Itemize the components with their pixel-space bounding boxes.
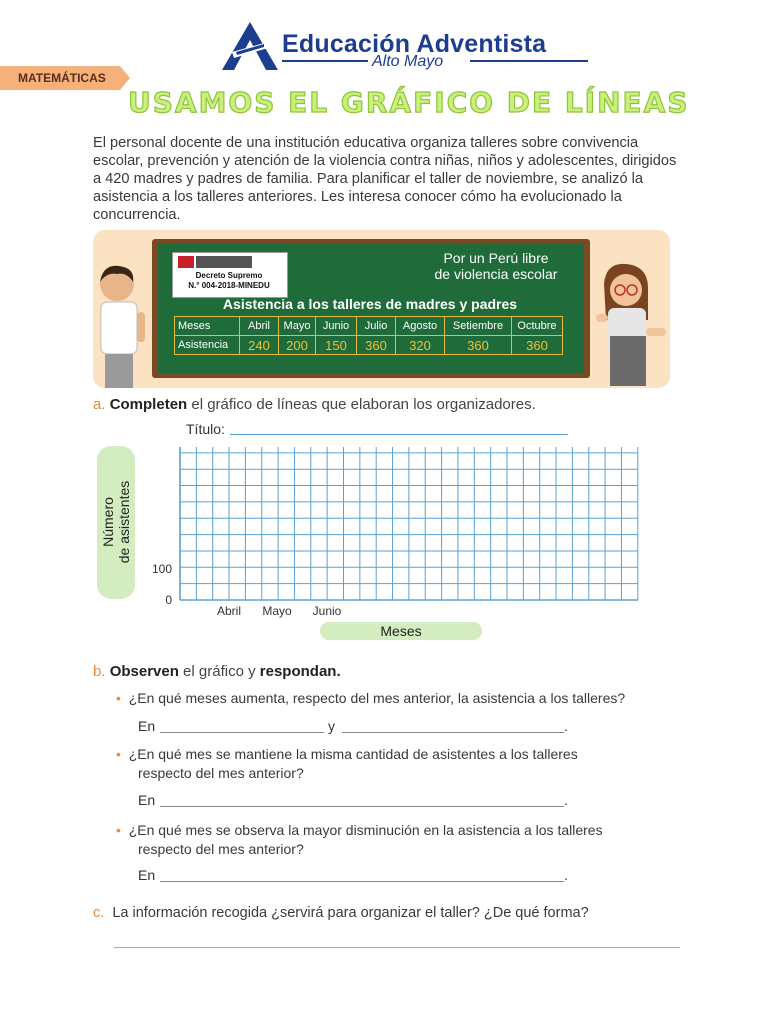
table-cell: Julio bbox=[357, 317, 396, 336]
table-row bbox=[175, 317, 563, 336]
question-2-continued: respecto del mes anterior? bbox=[138, 765, 304, 781]
girl-illustration bbox=[596, 262, 670, 388]
question-2: • ¿En qué mes se mantiene la misma cantidad de asistentes a los talleres bbox=[116, 746, 578, 762]
subject-label: MATEMÁTICAS bbox=[18, 71, 106, 85]
intro-paragraph: El personal docente de una institución educativa organiza talleres sobre convivencia escolar, prevención y atención de la violencia contra niñas, niños y adolescentes, dirigidos a 420 madres y padres de familia. Para planificar el taller de noviembre, se analizó la asistencia a los talleres anteriores. Les interesa conocer cómo ha evolucionado la concurrencia. bbox=[93, 135, 677, 223]
chart-title-input-line[interactable] bbox=[230, 434, 568, 435]
table-header-cell: Asistencia bbox=[175, 336, 240, 355]
answer-prefix: En bbox=[138, 792, 156, 808]
table-cell: 360 bbox=[357, 336, 396, 355]
attendance-table bbox=[174, 316, 563, 355]
y-tick-label: 100 bbox=[151, 562, 172, 576]
decree-text: Decreto Supremo N.° 004-2018-MINEDU bbox=[188, 271, 270, 290]
chart-title-label: Título: bbox=[186, 421, 225, 437]
answer-period: . bbox=[564, 792, 568, 808]
answer-prefix: En bbox=[138, 718, 156, 734]
table-cell: Octubre bbox=[512, 317, 563, 336]
table-cell: 320 bbox=[396, 336, 445, 355]
page-title: USAMOS EL GRÁFICO DE LÍNEAS bbox=[128, 86, 690, 119]
answer-line[interactable] bbox=[114, 947, 680, 948]
answer-line[interactable] bbox=[342, 732, 564, 733]
y-tick-label: 0 bbox=[165, 593, 172, 607]
x-tick-label: Mayo bbox=[262, 604, 292, 618]
table-cell: Setiembre bbox=[445, 317, 512, 336]
answer-line[interactable] bbox=[160, 881, 564, 882]
table-cell: 200 bbox=[279, 336, 316, 355]
y-axis-label: Número de asistentes bbox=[100, 480, 132, 564]
table-cell: Agosto bbox=[396, 317, 445, 336]
table-header-cell: Meses bbox=[175, 317, 240, 336]
answer-conjunction: y bbox=[328, 718, 335, 734]
table-cell: Mayo bbox=[279, 317, 316, 336]
answer-period: . bbox=[564, 867, 568, 883]
answer-line[interactable] bbox=[160, 806, 564, 807]
brand-underline-left bbox=[282, 60, 368, 62]
board-slogan: Por un Perú libre de violencia escolar bbox=[434, 250, 558, 282]
section-c-question: c. La información recogida ¿servirá para organizar el taller? ¿De qué forma? bbox=[93, 905, 589, 921]
section-a-instruction: a. Completen el gráfico de líneas que elaboran los organizadores. bbox=[93, 396, 536, 413]
x-tick-label: Abril bbox=[216, 604, 242, 618]
x-tick-label: Junio bbox=[312, 604, 342, 618]
section-b-instruction: b. Observen el gráfico y respondan. bbox=[93, 663, 341, 680]
boy-illustration bbox=[93, 262, 155, 388]
ministry-logo-icon bbox=[178, 256, 252, 268]
table-cell: 150 bbox=[316, 336, 357, 355]
x-axis-label: Meses bbox=[380, 623, 422, 639]
question-3-continued: respecto del mes anterior? bbox=[138, 841, 304, 857]
table-cell: Junio bbox=[316, 317, 357, 336]
logo-a-icon bbox=[222, 22, 278, 70]
subject-tab bbox=[0, 66, 130, 90]
brand-name: Educación Adventista bbox=[282, 30, 547, 58]
table-cell: 360 bbox=[512, 336, 563, 355]
blank-line-graph-grid[interactable] bbox=[150, 440, 650, 630]
attendance-table-title: Asistencia a los talleres de madres y padres bbox=[222, 296, 518, 312]
table-row bbox=[175, 336, 563, 355]
answer-line[interactable] bbox=[160, 732, 324, 733]
brand-underline-right bbox=[470, 60, 588, 62]
question-1: • ¿En qué meses aumenta, respecto del mes anterior, la asistencia a los talleres? bbox=[116, 690, 626, 706]
question-3: • ¿En qué mes se observa la mayor disminución en la asistencia a los talleres bbox=[116, 822, 603, 838]
table-cell: Abril bbox=[240, 317, 279, 336]
answer-period: . bbox=[564, 718, 568, 734]
answer-prefix: En bbox=[138, 867, 156, 883]
table-cell: 360 bbox=[445, 336, 512, 355]
table-cell: 240 bbox=[240, 336, 279, 355]
brand-subtitle: Alto Mayo bbox=[372, 53, 444, 70]
